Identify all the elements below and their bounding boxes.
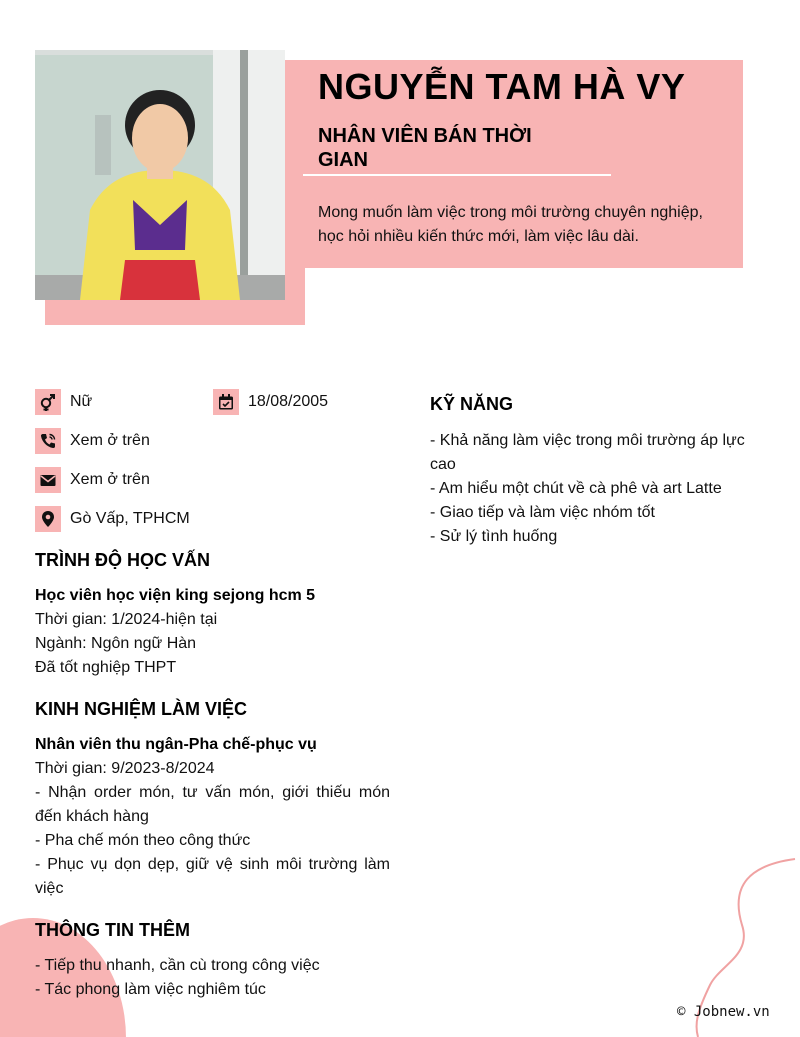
skills-title: KỸ NĂNG: [430, 394, 514, 414]
education-major: Ngành: Ngôn ngữ Hàn: [35, 635, 197, 652]
extra-info-title: THÔNG TIN THÊM: [35, 920, 190, 940]
extra-info-section: [35, 954, 395, 1002]
experience-section: [35, 733, 390, 901]
experience-task: - Phục vụ dọn dẹp, giữ vệ sinh môi trường làm việc: [35, 856, 390, 897]
job-title: NHÂN VIÊN BÁN THỜI GIAN: [318, 125, 532, 171]
phone-icon: [35, 428, 61, 454]
skill-item: - Sử lý tình huống: [430, 528, 558, 545]
candidate-name: NGUYỄN TAM HÀ VY: [318, 66, 686, 107]
skill-item: - Am hiểu một chút về cà phê và art Latte: [430, 480, 722, 497]
contact-gender: [35, 389, 92, 415]
header-divider: [303, 174, 611, 176]
gender-icon: [35, 389, 61, 415]
education-time: Thời gian: 1/2024-hiện tại: [35, 611, 218, 628]
gender-text: Nữ: [70, 393, 93, 410]
skill-item: - Khả năng làm việc trong môi trường áp lực cao: [430, 432, 745, 473]
education-note: Đã tốt nghiệp THPT: [35, 659, 177, 676]
skill-item: - Giao tiếp và làm việc nhóm tốt: [430, 504, 655, 521]
birthday-text: 18/08/2005: [248, 393, 329, 410]
experience-task: - Pha chế món theo công thức: [35, 832, 251, 849]
education-title: TRÌNH ĐỘ HỌC VẤN: [35, 550, 210, 570]
experience-position: Nhân viên thu ngân-Pha chế-phục vụ: [35, 736, 317, 753]
location-icon: [35, 506, 61, 532]
address-text: Gò Vấp, TPHCM: [70, 510, 190, 527]
education-school: Học viên học viện king sejong hcm 5: [35, 587, 316, 604]
email-icon: [35, 467, 61, 493]
contact-phone: [35, 428, 150, 454]
footer-credit: © Jobnew.vn: [677, 1004, 770, 1020]
calendar-icon: [213, 389, 239, 415]
experience-title: KINH NGHIỆM LÀM VIỆC: [35, 699, 248, 719]
extra-info-item: - Tiếp thu nhanh, cần cù trong công việc: [35, 957, 320, 974]
email-text: Xem ở trên: [70, 471, 150, 488]
skills-section: [430, 429, 745, 549]
extra-info-item: - Tác phong làm việc nghiêm túc: [35, 981, 266, 998]
contact-email: [35, 467, 150, 493]
contact-birthday: [213, 389, 328, 415]
experience-time: Thời gian: 9/2023-8/2024: [35, 760, 215, 777]
education-section: [35, 584, 395, 680]
career-objective: Mong muốn làm việc trong môi trường chuyên nghiệp, học hỏi nhiều kiến thức mới, làm việc lâu dài.: [318, 204, 703, 245]
contact-address: [35, 506, 190, 532]
phone-text: Xem ở trên: [70, 432, 150, 449]
profile-photo: [35, 50, 285, 300]
experience-task: - Nhận order món, tư vấn món, giới thiếu món đến khách hàng: [35, 784, 390, 825]
